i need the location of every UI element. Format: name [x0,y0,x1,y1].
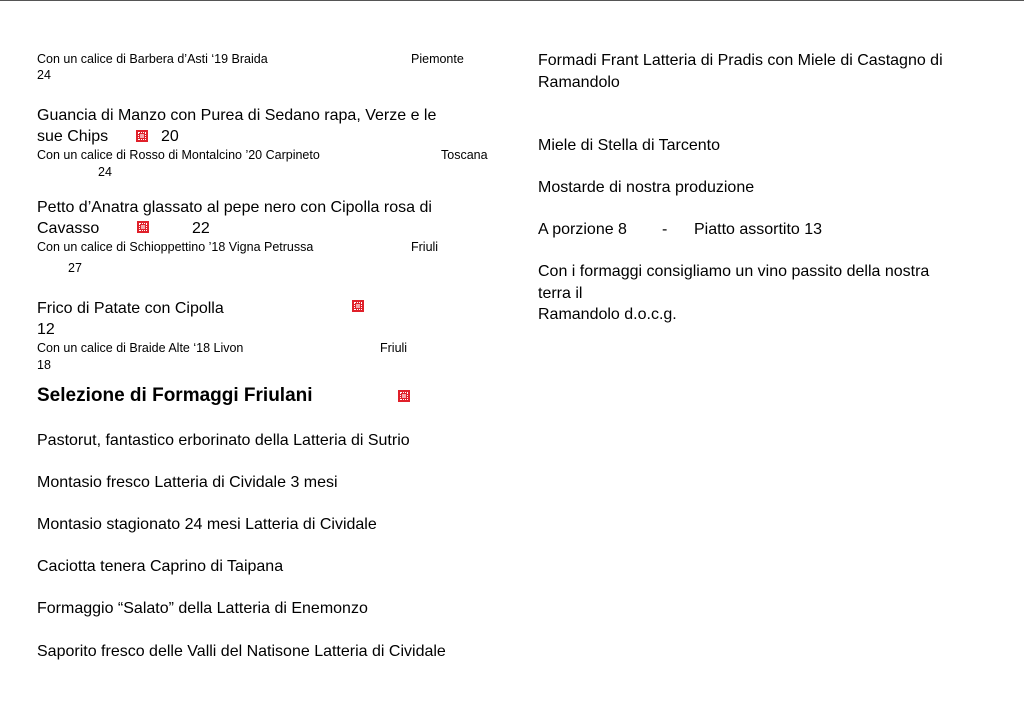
wine-price-1: 24 [37,68,51,82]
cheese-item: Formaggio “Salato” della Latteria di Enemonzo [37,600,368,617]
price-porzione: A porzione 8 [538,221,627,238]
dish-2-line2: sue Chips [37,128,109,145]
dish-2-line1: Guancia di Manzo con Purea di Sedano rapa, Verze e le [37,107,437,124]
wine-price-3: 27 [68,261,82,275]
wine-region-2: Toscana [441,148,488,162]
allergen-icon [136,130,148,142]
price-separator: - [662,221,668,238]
wine-pairing-3: Con un calice di Schioppettino ’18 Vigna Petrussa [37,240,314,254]
dish-3-line2: Cavasso [37,220,100,237]
dish-4-price: 12 [37,321,55,338]
wine-price-2: 24 [98,165,112,179]
dish-2-price: 20 [161,128,179,145]
dish-3-price: 22 [192,220,210,237]
miele-item: Miele di Stella di Tarcento [538,137,721,154]
cheese-item: Pastorut, fantastico erborinato della Latteria di Sutrio [37,432,410,449]
wine-pairing-4: Con un calice di Braide Alte ‘18 Livon [37,341,244,355]
dish-3-line1: Petto d’Anatra glassato al pepe nero con Cipolla rosa di [37,199,432,216]
wine-note-line1: Con i formaggi consigliamo un vino passito della nostra [538,263,930,280]
formadi-frant-line2: Ramandolo [538,74,620,91]
formadi-frant-line1: Formadi Frant Latteria di Pradis con Miele di Castagno di [538,52,943,69]
wine-note-line2: terra il [538,285,583,302]
wine-region-4: Friuli [380,341,408,355]
cheese-item: Caciotta tenera Caprino di Taipana [37,558,284,575]
wine-region-3: Friuli [411,240,439,254]
wine-region-1: Piemonte [411,52,464,66]
dish-4-line1: Frico di Patate con Cipolla [37,300,224,317]
mostarde-item: Mostarde di nostra produzione [538,179,755,196]
allergen-icon [398,390,410,402]
wine-note-line3: Ramandolo d.o.c.g. [538,306,677,323]
price-assortito: Piatto assortito 13 [694,221,823,238]
cheese-item: Saporito fresco delle Valli del Natisone Latteria di Cividale [37,643,446,660]
section-title: Selezione di Formaggi Friulani [37,385,313,406]
allergen-icon [352,300,364,312]
wine-price-4: 18 [37,358,51,372]
cheese-item: Montasio fresco Latteria di Cividale 3 mesi [37,474,338,491]
wine-pairing-2: Con un calice di Rosso di Montalcino ’20 Carpineto [37,148,320,162]
cheese-item: Montasio stagionato 24 mesi Latteria di Cividale [37,516,377,533]
top-border [0,0,1024,1]
wine-pairing-1: Con un calice di Barbera d’Asti ‘19 Braida [37,52,268,66]
allergen-icon [137,221,149,233]
